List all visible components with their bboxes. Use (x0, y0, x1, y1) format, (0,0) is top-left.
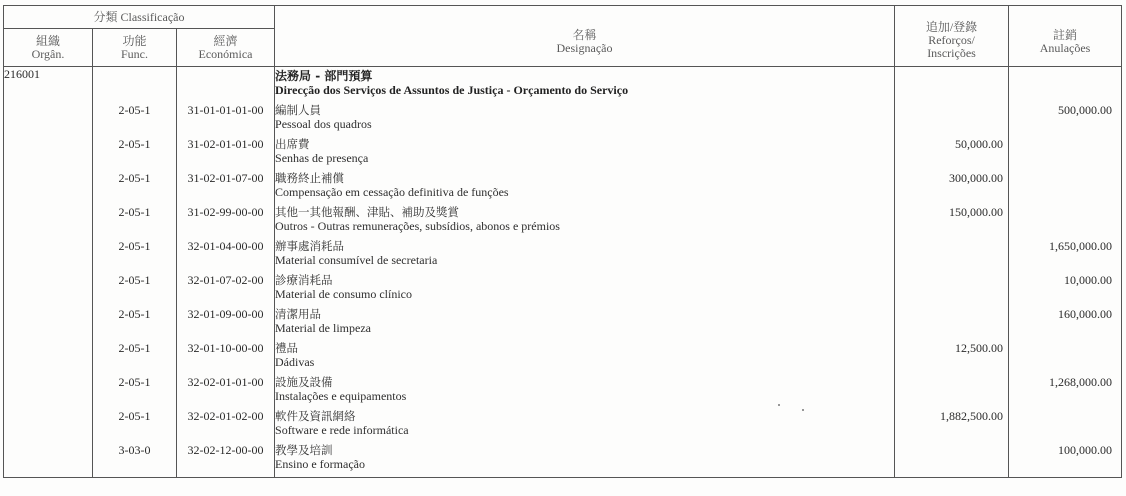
designation-pt: Ensino e formação (275, 457, 365, 471)
anulacao-amount: 1,268,000.00 (1009, 375, 1122, 409)
table-body (4, 67, 1122, 478)
func-zh-label: 功能 (122, 33, 147, 48)
designation-zh: 出席費 (275, 137, 310, 151)
anulacoes-pt-label: Anulações (1039, 41, 1091, 55)
designation-zh: 編制人員 (275, 103, 322, 117)
reforco-amount (895, 375, 1009, 409)
organ-code-cell (4, 103, 93, 137)
function-code: 2-05-1 (93, 341, 177, 375)
economic-code: 32-01-09-00-00 (177, 307, 275, 341)
table-row (4, 103, 1122, 137)
designation (275, 341, 895, 375)
designation-pt: Material consumível de secretaria (275, 253, 438, 267)
designation-pt: Software e rede informática (275, 423, 409, 437)
econ-pt-label: Económica (198, 46, 253, 61)
designation (275, 171, 895, 205)
anulacoes-zh-label: 註銷 (1053, 28, 1078, 42)
table-row (4, 375, 1122, 409)
designation-zh: 其他一其他報酬、津貼、補助及獎賞 (275, 205, 460, 219)
table-row (4, 205, 1122, 239)
economic-code: 32-02-01-01-00 (177, 375, 275, 409)
anulacao-amount (1009, 409, 1122, 443)
designation-pt-label: Designação (556, 41, 613, 55)
designation-pt: Material de limpeza (275, 321, 371, 335)
organ-code-cell (4, 239, 93, 273)
organ-code-cell (4, 137, 93, 171)
designation-pt: Dádivas (275, 355, 315, 369)
organ-designation (275, 67, 895, 104)
organ-reforco-cell (895, 67, 1009, 104)
designation (275, 443, 895, 478)
anulacao-amount (1009, 137, 1122, 171)
table-row (4, 443, 1122, 478)
designation (275, 205, 895, 239)
table-row (4, 137, 1122, 171)
organ-econ-cell (177, 67, 275, 104)
table-row (4, 307, 1122, 341)
economic-code: 32-01-04-00-00 (177, 239, 275, 273)
organ-code-cell (4, 341, 93, 375)
function-code: 2-05-1 (93, 103, 177, 137)
reforco-amount (895, 307, 1009, 341)
func-header (93, 29, 177, 67)
func-pt-label: Func. (121, 46, 148, 61)
economic-code: 31-02-99-00-00 (177, 205, 275, 239)
classification-header (4, 6, 275, 29)
economic-code: 32-01-07-02-00 (177, 273, 275, 307)
economic-code: 32-02-12-00-00 (177, 443, 275, 478)
classification-label: 分類 Classificação (93, 9, 185, 24)
reforco-amount (895, 103, 1009, 137)
organ-code-cell (4, 375, 93, 409)
table-row (4, 273, 1122, 307)
reforcos-zh-label: 追加/登錄 (925, 19, 978, 34)
designation-zh: 軟件及資訊網絡 (275, 409, 356, 423)
organ-name-pt: Direcção dos Serviços de Assuntos de Justiça - Orçamento do Serviço (275, 83, 629, 97)
designation (275, 409, 895, 443)
anulacao-amount (1009, 341, 1122, 375)
organ-func-cell (93, 67, 177, 104)
table-row (4, 239, 1122, 273)
designation (275, 273, 895, 307)
economic-code: 32-01-10-00-00 (177, 341, 275, 375)
designation-zh: 辦事處消耗品 (275, 239, 345, 253)
reforco-amount (895, 273, 1009, 307)
table-row (4, 171, 1122, 205)
organ-code-cell (4, 205, 93, 239)
function-code: 3-03-0 (93, 443, 177, 478)
table-header (4, 6, 1122, 67)
function-code: 2-05-1 (93, 307, 177, 341)
anulacao-amount: 100,000.00 (1009, 443, 1122, 478)
function-code: 2-05-1 (93, 205, 177, 239)
reforco-amount: 300,000.00 (895, 171, 1009, 205)
function-code: 2-05-1 (93, 375, 177, 409)
designation-pt: Senhas de presença (275, 151, 369, 165)
organ-anulacao-cell (1009, 67, 1122, 104)
designation-pt: Instalações e equipamentos (275, 389, 407, 403)
economic-code: 31-02-01-07-00 (177, 171, 275, 205)
anulacoes-header (1009, 6, 1122, 67)
function-code: 2-05-1 (93, 273, 177, 307)
inscricoes-pt-label: Inscrições (927, 45, 976, 60)
organ-code: 216001 (4, 67, 93, 104)
reforco-amount: 12,500.00 (895, 341, 1009, 375)
designation-zh: 設施及設備 (275, 375, 333, 389)
designation (275, 239, 895, 273)
economic-code: 31-02-01-01-00 (177, 137, 275, 171)
designation-pt: Pessoal dos quadros (275, 117, 372, 131)
organ-code-cell (4, 443, 93, 478)
table-row (4, 409, 1122, 443)
economic-code: 31-01-01-01-00 (177, 103, 275, 137)
reforcos-header (895, 6, 1009, 67)
designation-zh: 診療消耗品 (275, 273, 333, 287)
organ-header (4, 29, 93, 67)
table-row (4, 341, 1122, 375)
designation (275, 103, 895, 137)
organ-code-cell (4, 171, 93, 205)
organ-code-cell (4, 307, 93, 341)
function-code: 2-05-1 (93, 171, 177, 205)
organ-pt-label: Orgân. (31, 46, 65, 61)
function-code: 2-05-1 (93, 239, 177, 273)
designation-zh-label: 名稱 (572, 28, 597, 42)
designation-zh: 職務終止補償 (275, 171, 345, 185)
budget-table (3, 5, 1122, 478)
scan-speck (802, 409, 804, 411)
function-code: 2-05-1 (93, 137, 177, 171)
reforco-amount (895, 443, 1009, 478)
reforco-amount: 50,000.00 (895, 137, 1009, 171)
anulacao-amount: 160,000.00 (1009, 307, 1122, 341)
designation-zh: 清潔用品 (275, 307, 322, 321)
econ-header (177, 29, 275, 67)
reforco-amount (895, 239, 1009, 273)
anulacao-amount: 500,000.00 (1009, 103, 1122, 137)
economic-code: 32-02-01-02-00 (177, 409, 275, 443)
organ-code-cell (4, 273, 93, 307)
anulacao-amount (1009, 171, 1122, 205)
designation-pt: Compensação em cessação definitiva de funções (275, 185, 509, 199)
anulacao-amount (1009, 205, 1122, 239)
designation (275, 307, 895, 341)
designation-pt: Outros - Outras remunerações, subsídios, abonos e prémios (275, 219, 560, 233)
designation-zh: 教學及培訓 (275, 443, 333, 457)
organ-row (4, 67, 1122, 104)
designation-pt: Material de consumo clínico (275, 287, 412, 301)
organ-code-cell (4, 409, 93, 443)
reforco-amount: 150,000.00 (895, 205, 1009, 239)
designation (275, 375, 895, 409)
function-code: 2-05-1 (93, 409, 177, 443)
anulacao-amount: 10,000.00 (1009, 273, 1122, 307)
designation (275, 137, 895, 171)
designation-zh: 禮品 (275, 341, 299, 355)
reforco-amount: 1,882,500.00 (895, 409, 1009, 443)
organ-name-zh: 法務局 - 部門預算 (275, 69, 373, 83)
anulacao-amount: 1,650,000.00 (1009, 239, 1122, 273)
organ-zh-label: 組織 (35, 33, 60, 48)
designation-header (275, 6, 895, 67)
reforcos-pt-label: Reforços/ (928, 32, 975, 47)
scan-speck (778, 404, 780, 406)
econ-zh-label: 經濟 (213, 33, 238, 48)
